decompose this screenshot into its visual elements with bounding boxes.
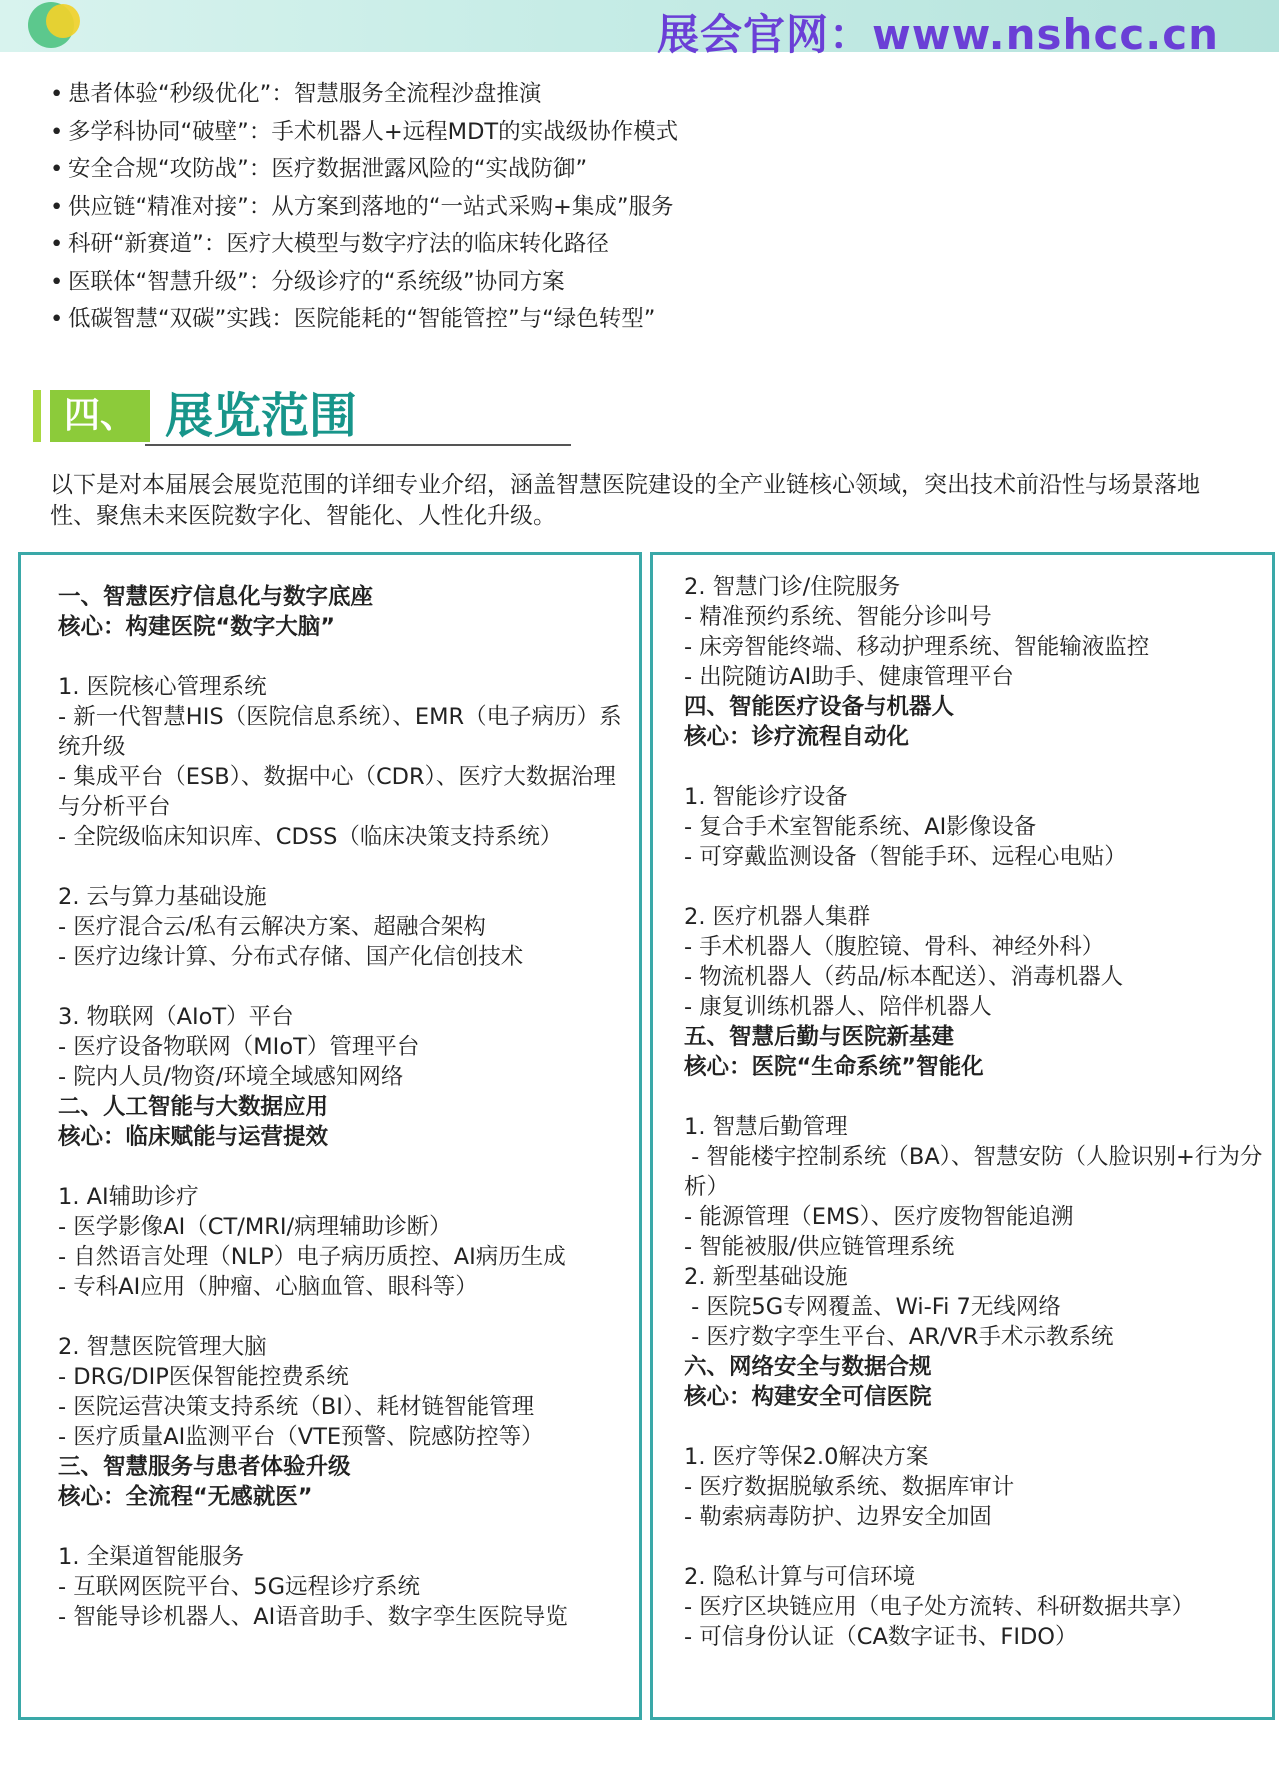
list-item: - 新一代智慧HIS（医院信息系统）、EMR（电子病历）系统升级 <box>58 704 622 760</box>
list-item: - 能源管理（EMS）、医疗废物智能追溯 <box>684 1204 1074 1230</box>
logo-icon <box>28 2 82 48</box>
bullet-dot-icon: • <box>50 156 64 182</box>
right-column <box>684 572 1269 1652</box>
bullet-dot-icon: • <box>50 306 64 332</box>
intro-paragraph: 以下是对本届展会展览范围的详细专业介绍，涵盖智慧医院建设的全产业链核心领域，突出技术前沿性与场景落地性、聚焦未来医院数字化、智能化、人性化升级。 <box>50 472 1200 529</box>
list-item: - 集成平台（ESB）、数据中心（CDR）、医疗大数据治理与分析平台 <box>58 764 616 820</box>
spacer <box>58 972 638 1002</box>
list-item: 1. 全渠道智能服务 <box>58 1544 245 1570</box>
bullet-dot-icon: • <box>50 268 64 295</box>
bullet-list <box>50 76 1230 339</box>
list-item: - 专科AI应用（肿瘤、心脑血管、眼科等） <box>58 1274 478 1300</box>
list-item: - 可信身份认证（CA数字证书、FIDO） <box>684 1624 1078 1650</box>
list-item: 1. 智慧后勤管理 <box>684 1114 848 1140</box>
bullet-item <box>50 226 1230 264</box>
list-item: 1. 医院核心管理系统 <box>58 674 267 700</box>
list-item: 2. 隐私计算与可信环境 <box>684 1564 916 1590</box>
bullet-item <box>50 151 1230 189</box>
bullet-text: 安全合规“攻防战”：医疗数据泄露风险的“实战防御” <box>68 156 588 182</box>
list-item: 2. 新型基础设施 <box>684 1264 848 1290</box>
category-heading: 六、网络安全与数据合规 <box>684 1354 932 1380</box>
spacer <box>58 642 638 672</box>
bullet-text: 医联体“智慧升级”：分级诊疗的“系统级”协同方案 <box>68 268 565 295</box>
list-item: 1. 医疗等保2.0解决方案 <box>684 1444 929 1470</box>
list-item: - 智能楼宇控制系统（BA）、智慧安防（人脸识别+行为分析） <box>684 1144 1263 1200</box>
category-heading: 核心：构建医院“数字大脑” <box>58 614 336 640</box>
list-item: 2. 医疗机器人集群 <box>684 904 871 930</box>
bullet-dot-icon: • <box>50 118 64 145</box>
section-heading <box>33 386 543 446</box>
list-item: - DRG/DIP医保智能控费系统 <box>58 1364 349 1390</box>
list-item: - 精准预约系统、智能分诊叫号 <box>684 604 992 630</box>
spacer <box>58 1152 638 1182</box>
list-item: - 医疗边缘计算、分布式存储、国产化信创技术 <box>58 944 524 970</box>
category-heading: 三、智慧服务与患者体验升级 <box>58 1454 351 1480</box>
spacer <box>58 852 638 882</box>
website-url[interactable]: 展会官网：www.nshcc.cn <box>656 10 1219 59</box>
list-item: - 物流机器人（药品/标本配送）、消毒机器人 <box>684 964 1124 990</box>
section-underline <box>145 444 571 446</box>
bullet-dot-icon: • <box>50 231 64 257</box>
list-item: - 医疗混合云/私有云解决方案、超融合架构 <box>58 914 486 940</box>
list-item: - 医疗区块链应用（电子处方流转、科研数据共享） <box>684 1594 1195 1620</box>
category-heading: 五、智慧后勤与医院新基建 <box>684 1024 955 1050</box>
list-item: - 出院随访AI助手、健康管理平台 <box>684 664 1014 690</box>
bullet-item <box>50 301 1230 339</box>
category-heading: 四、智能医疗设备与机器人 <box>684 694 955 720</box>
bullet-text: 科研“新赛道”：医疗大模型与数字疗法的临床转化路径 <box>68 231 609 257</box>
section-number: 四、 <box>50 390 150 442</box>
category-heading: 一、智慧医疗信息化与数字底座 <box>58 584 374 610</box>
bullet-item <box>50 264 1230 302</box>
list-item: - 医疗设备物联网（MIoT）管理平台 <box>58 1034 420 1060</box>
spacer <box>58 1512 638 1542</box>
category-heading: 二、人工智能与大数据应用 <box>58 1094 329 1120</box>
spacer <box>684 872 1269 902</box>
bullet-text: 多学科协同“破壁”：手术机器人+远程MDT的实战级协作模式 <box>68 118 679 145</box>
category-heading: 核心：诊疗流程自动化 <box>684 724 910 750</box>
list-item: - 复合手术室智能系统、AI影像设备 <box>684 814 1037 840</box>
list-item: 2. 智慧医院管理大脑 <box>58 1334 267 1360</box>
list-item: - 康复训练机器人、陪伴机器人 <box>684 994 992 1020</box>
list-item: - 勒索病毒防护、边界安全加固 <box>684 1504 992 1530</box>
bullet-item <box>50 76 1230 114</box>
section-accent-bar <box>33 390 41 442</box>
list-item: - 医疗数据脱敏系统、数据库审计 <box>684 1474 1015 1500</box>
list-item: - 智能导诊机器人、AI语音助手、数字孪生医院导览 <box>58 1604 568 1630</box>
category-heading: 核心：全流程“无感就医” <box>58 1484 313 1510</box>
spacer <box>684 1532 1269 1562</box>
list-item: 1. AI辅助诊疗 <box>58 1184 199 1210</box>
spacer <box>58 1302 638 1332</box>
list-item: 1. 智能诊疗设备 <box>684 784 848 810</box>
list-item: 2. 云与算力基础设施 <box>58 884 267 910</box>
list-item: - 院内人员/物资/环境全域感知网络 <box>58 1064 404 1090</box>
top-banner <box>0 0 1279 59</box>
list-item: - 全院级临床知识库、CDSS（临床决策支持系统） <box>58 824 563 850</box>
spacer <box>684 1412 1269 1442</box>
bullet-item <box>50 114 1230 152</box>
list-item: 2. 智慧门诊/住院服务 <box>684 574 901 600</box>
left-column <box>58 582 638 1632</box>
list-item: - 医疗数字孪生平台、AR/VR手术示教系统 <box>684 1324 1114 1350</box>
section-title: 展览范围 <box>165 388 358 444</box>
list-item: - 医疗质量AI监测平台（VTE预警、院感防控等） <box>58 1424 544 1450</box>
list-item: - 医院5G专网覆盖、Wi-Fi 7无线网络 <box>684 1294 1061 1320</box>
list-item: - 智能被服/供应链管理系统 <box>684 1234 955 1260</box>
category-heading: 核心：医院“生命系统”智能化 <box>684 1054 984 1080</box>
bullet-item <box>50 189 1230 227</box>
list-item: 3. 物联网（AIoT）平台 <box>58 1004 294 1030</box>
bullet-text: 供应链“精准对接”：从方案到落地的“一站式采购+集成”服务 <box>68 193 674 220</box>
category-heading: 核心：临床赋能与运营提效 <box>58 1124 329 1150</box>
spacer <box>684 1082 1269 1112</box>
spacer <box>684 752 1269 782</box>
bullet-dot-icon: • <box>50 81 64 107</box>
bullet-text: 患者体验“秒级优化”：智慧服务全流程沙盘推演 <box>68 81 542 107</box>
bullet-dot-icon: • <box>50 193 64 220</box>
list-item: - 医院运营决策支持系统（BI）、耗材链智能管理 <box>58 1394 535 1420</box>
list-item: - 手术机器人（腹腔镜、骨科、神经外科） <box>684 934 1105 960</box>
list-item: - 床旁智能终端、移动护理系统、智能输液监控 <box>684 634 1150 660</box>
list-item: - 互联网医院平台、5G远程诊疗系统 <box>58 1574 421 1600</box>
list-item: - 自然语言处理（NLP）电子病历质控、AI病历生成 <box>58 1244 566 1270</box>
list-item: - 医学影像AI（CT/MRI/病理辅助诊断） <box>58 1214 452 1240</box>
bullet-text: 低碳智慧“双碳”实践：医院能耗的“智能管控”与“绿色转型” <box>68 306 656 332</box>
category-heading: 核心：构建安全可信医院 <box>684 1384 932 1410</box>
list-item: - 可穿戴监测设备（智能手环、远程心电贴） <box>684 844 1127 870</box>
